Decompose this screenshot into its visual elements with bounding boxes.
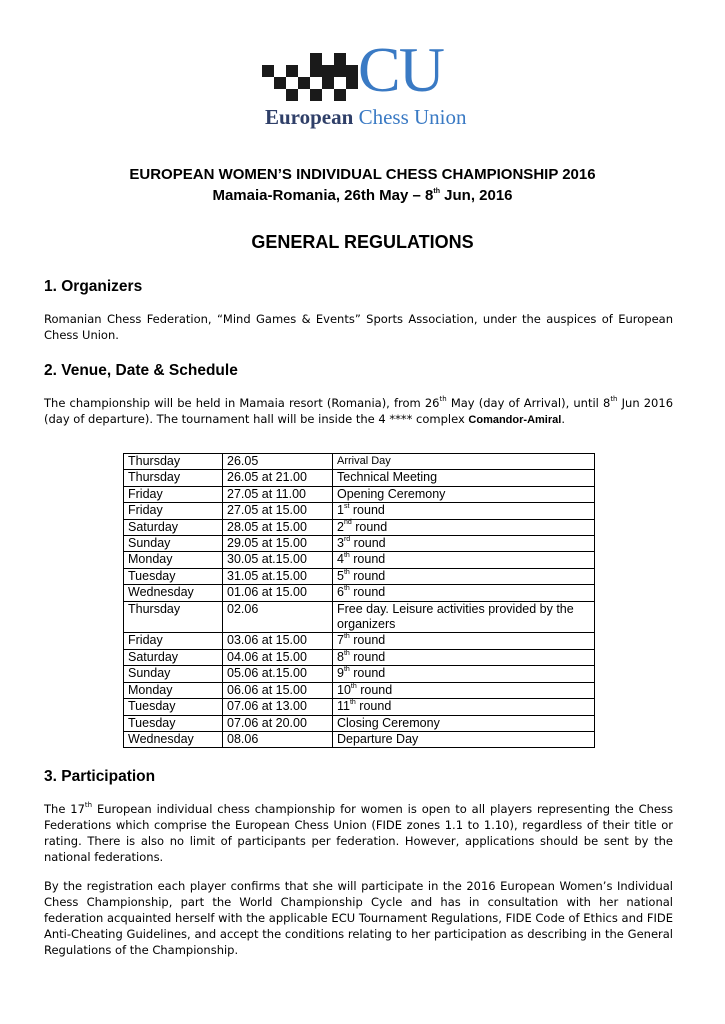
organizers-text: Romanian Chess Federation, “Mind Games & Events” Sports Association, under the auspices of European Chess Union. — [44, 312, 673, 342]
schedule-day: Wednesday — [124, 585, 223, 601]
schedule-date: 27.05 at 15.00 — [223, 503, 333, 519]
schedule-date: 02.06 — [223, 601, 333, 633]
schedule-event: Opening Ceremony — [333, 486, 595, 502]
schedule-date: 08.06 — [223, 731, 333, 747]
schedule-day: Monday — [124, 552, 223, 568]
schedule-day: Tuesday — [124, 699, 223, 715]
schedule-table — [123, 453, 595, 748]
table-row — [124, 552, 595, 568]
table-row — [124, 699, 595, 715]
table-row — [124, 731, 595, 747]
schedule-event: 1st round — [333, 503, 595, 519]
logo-tagline — [265, 107, 467, 128]
venue-text: The championship will be held in Mamaia resort (Romania), from 26th May (day of Arrival), until 8th Jun 2016 (day of departure). The tournament hall will be inside the 4 **** complex Comandor-Amiral. — [44, 395, 674, 426]
schedule-day: Tuesday — [124, 715, 223, 731]
schedule-event: 11th round — [333, 699, 595, 715]
table-row — [124, 666, 595, 682]
complex-name: Comandor-Amiral — [468, 414, 562, 426]
schedule-day: Friday — [124, 486, 223, 502]
table-row — [124, 649, 595, 665]
schedule-day: Monday — [124, 682, 223, 698]
schedule-event: 3rd round — [333, 536, 595, 552]
page-title: GENERAL REGULATIONS — [251, 232, 474, 252]
schedule-event: Closing Ceremony — [333, 715, 595, 731]
schedule-date: 03.06 at 15.00 — [223, 633, 333, 649]
schedule-event: 4th round — [333, 552, 595, 568]
schedule-date: 26.05 — [223, 454, 333, 470]
schedule-event: Departure Day — [333, 731, 595, 747]
schedule-event: Arrival Day — [333, 454, 595, 470]
schedule-event: 10th round — [333, 682, 595, 698]
table-row — [124, 486, 595, 502]
table-row — [124, 585, 595, 601]
table-row — [124, 454, 595, 470]
table-row — [124, 470, 595, 486]
schedule-day: Sunday — [124, 666, 223, 682]
schedule-date: 01.06 at 15.00 — [223, 585, 333, 601]
schedule-date: 30.05 at.15.00 — [223, 552, 333, 568]
table-row — [124, 633, 595, 649]
schedule-event: 2nd round — [333, 519, 595, 535]
ecu-logo — [262, 34, 472, 135]
schedule-date: 05.06 at.15.00 — [223, 666, 333, 682]
logo-word-chess-union: Chess Union — [358, 105, 467, 129]
table-row — [124, 715, 595, 731]
table-row — [124, 568, 595, 584]
schedule-day: Thursday — [124, 470, 223, 486]
schedule-date: 07.06 at 13.00 — [223, 699, 333, 715]
schedule-event: 8th round — [333, 649, 595, 665]
schedule-event: 6th round — [333, 585, 595, 601]
schedule-day: Saturday — [124, 649, 223, 665]
schedule-date: 27.05 at 11.00 — [223, 486, 333, 502]
table-row — [124, 682, 595, 698]
championship-location-dates: Mamaia-Romania, 26th May – 8th Jun, 2016 — [212, 187, 513, 204]
schedule-date: 28.05 at 15.00 — [223, 519, 333, 535]
schedule-day: Thursday — [124, 454, 223, 470]
participation-text-2: By the registration each player confirms that she will participate in the 2016 European Women’s Individual Chess Championship, part the World Championship Cycle and has in consultation with her national federation acquainted herself with the applicable ECU Tournament Regulations, FIDE Code of Ethics and FIDE Anti-Cheating Guidelines, and accept the conditions relating to her participation as describing in the General Regulations of the Championship. — [44, 879, 673, 957]
schedule-date: 31.05 at.15.00 — [223, 568, 333, 584]
section-heading-participation: 3. Participation — [44, 768, 156, 785]
schedule-event: 5th round — [333, 568, 595, 584]
schedule-date: 26.05 at 21.00 — [223, 470, 333, 486]
schedule-day: Sunday — [124, 536, 223, 552]
schedule-day: Friday — [124, 503, 223, 519]
schedule-day: Thursday — [124, 601, 223, 633]
schedule-event: 9th round — [333, 666, 595, 682]
logo-word-european: European — [265, 105, 354, 129]
schedule-day: Wednesday — [124, 731, 223, 747]
table-row — [124, 601, 595, 633]
schedule-day: Tuesday — [124, 568, 223, 584]
section-heading-venue: 2. Venue, Date & Schedule — [44, 362, 238, 379]
schedule-date: 29.05 at 15.00 — [223, 536, 333, 552]
checkerboard-logo-icon — [262, 53, 358, 101]
schedule-date: 04.06 at 15.00 — [223, 649, 333, 665]
section-heading-organizers: 1. Organizers — [44, 278, 143, 295]
table-row — [124, 536, 595, 552]
schedule-date: 07.06 at 20.00 — [223, 715, 333, 731]
table-row — [124, 503, 595, 519]
schedule-day: Saturday — [124, 519, 223, 535]
schedule-event: 7th round — [333, 633, 595, 649]
schedule-day: Friday — [124, 633, 223, 649]
schedule-event: Technical Meeting — [333, 470, 595, 486]
championship-title: EUROPEAN WOMEN’S INDIVIDUAL CHESS CHAMPIONSHIP 2016 — [129, 166, 596, 183]
schedule-date: 06.06 at 15.00 — [223, 682, 333, 698]
participation-text-1: The 17th European individual chess championship for women is open to all players representing the Chess Federations which comprise the European Chess Union (FIDE zones 1.1 to 1.10), regardless of their title or rating. There is also no limit of participants per federation. However, applications should be sent by the national federations. — [44, 801, 673, 864]
table-row — [124, 519, 595, 535]
logo-letters: CU — [358, 34, 443, 105]
schedule-event: Free day. Leisure activities provided by the organizers — [333, 601, 595, 633]
